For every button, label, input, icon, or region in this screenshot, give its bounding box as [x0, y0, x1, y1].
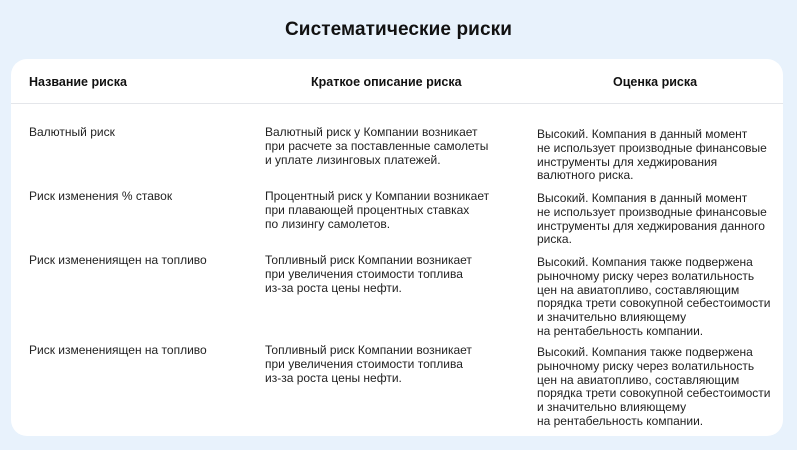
- risk-description: Топливный риск Компании возникает при увеличения стоимости топлива из-за роста цены нефти.: [265, 343, 472, 385]
- column-header-description: Краткое описание риска: [311, 75, 462, 89]
- table-header: [11, 59, 783, 104]
- risk-description: Топливный риск Компании возникает при увеличения стоимости топлива из-за роста цены нефти.: [265, 253, 472, 295]
- risk-name: Риск изменениящен на топливо: [29, 253, 207, 267]
- risk-description: Валютный риск у Компании возникает при расчете за поставленные самолеты и уплате лизинговых платежей.: [265, 125, 489, 167]
- risk-table-card: [11, 59, 783, 436]
- risk-assessment: Высокий. Компания также подвержена рыночному риску через волатильность цен на авиатопливо, составляющим порядка трети совокупной себестоимости и значительно влияющему на рентабельность компании.: [537, 255, 771, 338]
- risk-description: Процентный риск у Компании возникает при плавающей процентных ставках по лизингу самолетов.: [265, 189, 490, 231]
- risk-assessment: Высокий. Компания также подвержена рыночному риску через волатильность цен на авиатопливо, составляющим порядка трети совокупной себестоимости и значительно влияющему на рентабельность компании.: [537, 345, 771, 428]
- page-title: Систематические риски: [284, 19, 513, 40]
- risk-name: Риск изменения % ставок: [29, 189, 173, 203]
- risk-name: Риск изменениящен на топливо: [29, 343, 207, 357]
- risk-assessment: Высокий. Компания в данный момент не использует производные финансовые инструменты для хеджирования валютного риска.: [537, 127, 767, 183]
- risk-name: Валютный риск: [29, 125, 115, 139]
- column-header-assessment: Оценка риска: [613, 75, 698, 89]
- risk-assessment: Высокий. Компания в данный момент не использует производные финансовые инструменты для хеджирования данного риска.: [537, 191, 767, 247]
- column-header-risk-name: Название риска: [29, 75, 127, 89]
